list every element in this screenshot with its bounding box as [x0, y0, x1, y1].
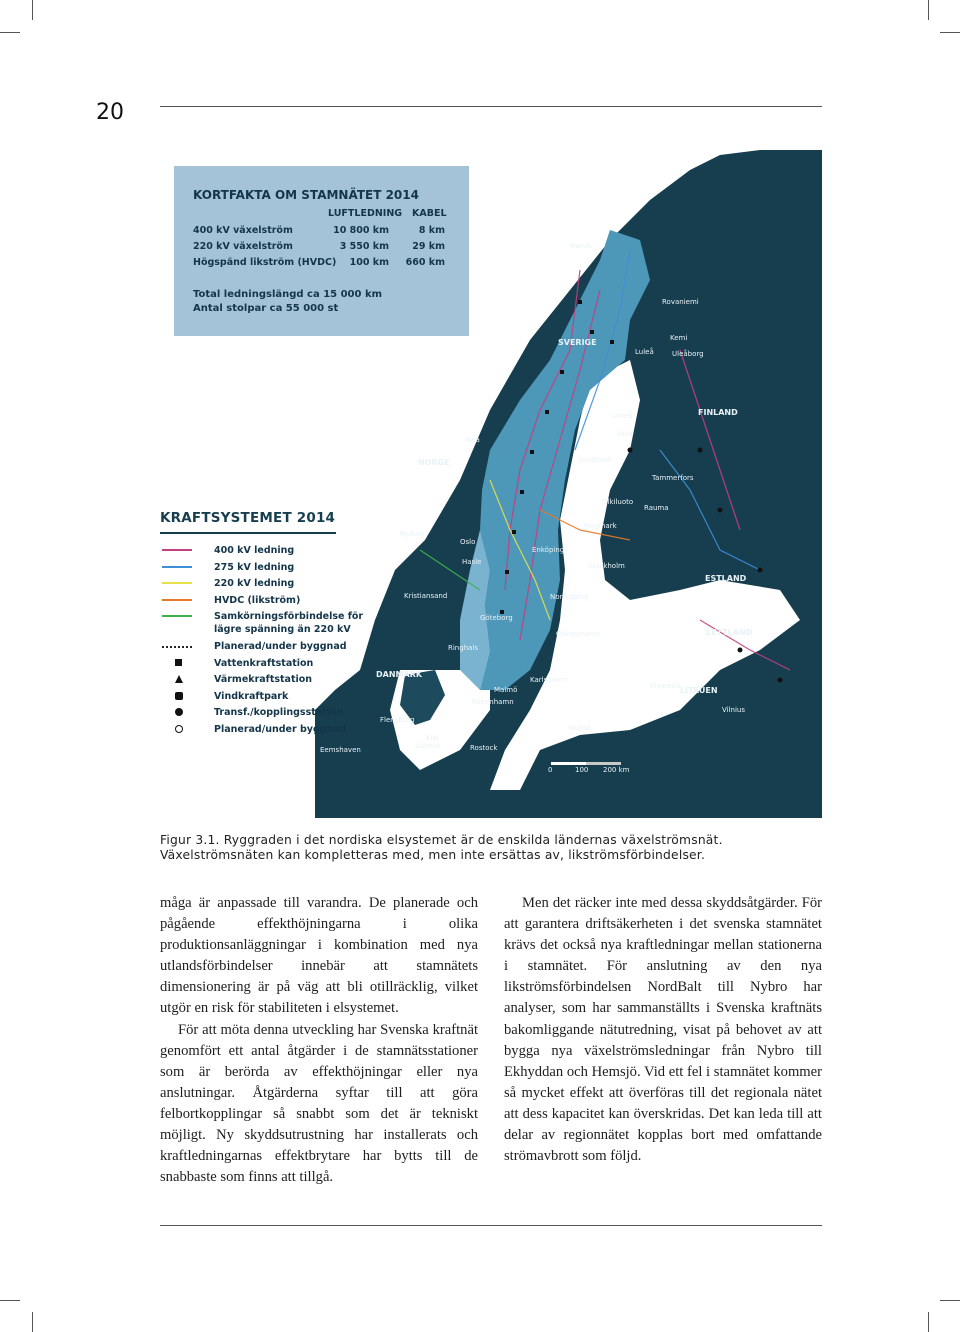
scale-label: 100: [575, 766, 589, 774]
legend-symbol-triangle-icon: [175, 675, 183, 683]
legend-label: Vattenkraftstation: [214, 657, 314, 669]
legend-item: [160, 594, 356, 611]
legend-item: [160, 673, 356, 690]
legend-line-swatch: [162, 599, 192, 601]
place-label: FINLAND: [698, 408, 738, 417]
scale-label: 200 km: [603, 766, 630, 774]
header-rule: [160, 106, 822, 107]
factbox-row-cable: 8 km: [418, 225, 445, 236]
left-column: [160, 893, 478, 1188]
paragraph: För att möta denna utveckling har Svenska kraftnät genomfört ett antal åtgärder i de stamnätsstationer som är berörda av effekthöjningar eller nya anslutningar. Åtgärderna syftar till att göra felbortkopplingar så snabbt som det är tekniskt möjligt. Ny skyddsutrustning har installerats och kraftledningarnas effektbrytare har bytts till de snabbaste som finns att tillgå.: [160, 1021, 478, 1186]
legend-label: Planerad/under byggnad: [214, 641, 347, 652]
map-legend: [160, 510, 364, 739]
figure-caption: Figur 3.1. Ryggraden i det nordiska elsystemet är de enskilda ländernas växelströmsnät. Växelströmsnäten kan kompletteras med, men inte ersättas av, likströmsförbindelser.: [160, 833, 723, 862]
place-label: Umeå: [612, 412, 633, 420]
place-label: LETTLAND: [706, 628, 753, 637]
place-label: Köpenhamn: [472, 698, 514, 706]
place-label: Rauma: [644, 504, 669, 512]
crop-mark: [940, 1300, 960, 1301]
place-label: ESTLAND: [705, 574, 747, 583]
place-label: Ringhals: [448, 644, 479, 652]
legend-label: Planerad/under byggnad: [214, 723, 347, 735]
place-label: DANMARK: [376, 670, 423, 679]
place-label: Karlshamn: [530, 676, 568, 684]
place-label: SVERIGE: [558, 338, 597, 347]
legend-item: [160, 706, 356, 723]
legend-line-swatch: [162, 582, 192, 584]
legend-item: [160, 610, 364, 640]
crop-mark: [32, 0, 33, 20]
legend-symbol-square-icon: [175, 659, 182, 666]
legend-line-swatch: [162, 615, 192, 617]
legend-title-rule: [160, 532, 336, 534]
factbox-row-label: 400 kV växelström: [193, 225, 293, 236]
footer-rule: [160, 1225, 822, 1226]
legend-line-swatch: [162, 549, 192, 551]
factbox-row-cable: 29 km: [412, 241, 445, 252]
factbox-row-label: Högspänd likström (HVDC): [193, 257, 337, 268]
legend-item: [160, 577, 356, 594]
place-label: Nea: [466, 436, 480, 444]
crop-mark: [32, 1312, 33, 1332]
place-label: Oslo: [460, 538, 476, 546]
factbox-pylons: Antal stolpar ca 55 000 st: [193, 303, 339, 314]
legend-symbol-circle-icon: [175, 725, 183, 733]
place-label: Kemi: [670, 334, 688, 342]
factbox-col-cable: KABEL: [412, 208, 447, 219]
place-label: Luleå: [635, 348, 654, 356]
legend-label: HVDC (likström): [214, 594, 301, 606]
place-label: Norrköping: [550, 593, 589, 601]
place-label: Lübeck: [416, 742, 441, 750]
right-column: [504, 893, 822, 1167]
place-label: Uleåborg: [672, 350, 704, 358]
place-label: Sundsvall: [578, 456, 612, 464]
legend-item: [160, 561, 356, 578]
legend-label: lägre spänning än 220 kV: [214, 624, 351, 635]
factbox: [174, 166, 469, 336]
factbox-row-label: 220 kV växelström: [193, 241, 293, 252]
scale-label: 0: [548, 766, 553, 774]
place-label: Klaipeda: [650, 682, 681, 690]
factbox-col-overhead: LUFTLEDNING: [328, 208, 403, 219]
legend-symbol-hexagon-icon: [175, 692, 183, 700]
legend-symbol-dot-icon: [175, 708, 183, 716]
nordic-grid-map-figure: [160, 150, 822, 818]
legend-item: [160, 544, 356, 561]
place-label: Tammerfors: [652, 474, 694, 482]
factbox-title: KORTFAKTA OM STAMNÄTET 2014: [193, 188, 419, 202]
place-label: Flensburg: [380, 716, 415, 724]
place-label: Enköping: [532, 546, 565, 554]
legend-item: [160, 657, 356, 674]
legend-title: KRAFTSYSTEMET 2014: [160, 510, 336, 526]
paragraph: måga är anpassade till varandra. De planerade och pågående effekthöjningarna i olika produktionsanläggningar i kombination med nya utlandsförbindelser innebär att stamnätets dimensionering är på väg att bli otillräcklig, vilket utgör en risk för stabiliteten i elsystemet.: [160, 895, 478, 1017]
place-label: Narvik: [570, 242, 593, 250]
legend-label: 220 kV ledning: [214, 578, 295, 589]
legend-label: 275 kV ledning: [214, 561, 295, 573]
legend-item: [160, 690, 356, 707]
crop-mark: [0, 32, 20, 33]
crop-mark: [0, 1300, 20, 1301]
paragraph: Men det räcker inte med dessa skyddsåtgärder. För att garantera driftsäkerheten i det svenska stamnätet krävs det också nya kraftledningar mellan stationerna i stamnätet. För anslutning av den nya likströmsförbindelsen NordBalt till Nybro har analyser, som har sammanställts i Svenska kraftnäts bakomliggande nätutredning, visat på behovet av att bygga nya växelströmsledningar från Nybro till Ekhyddan och Hemsjö. Vid ett fel i stamnätet kommer så mycket effekt att överföras till det regionala nätet att dess kapacitet kan överskridas. Det kan leda till att delar av regionnätet kopplas bort med omfattande strömavbrott som följd.: [504, 895, 822, 1165]
legend-label: Samkörningsförbindelse för: [214, 611, 364, 622]
crop-mark: [940, 32, 960, 33]
factbox-row-cable: 660 km: [405, 257, 445, 268]
legend-item: [160, 723, 356, 740]
place-label: Forsmark: [584, 522, 617, 530]
place-label: Vilnius: [722, 706, 745, 714]
place-label: Rjukan: [400, 530, 424, 538]
place-label: Malmö: [494, 686, 518, 694]
legend-label: 400 kV ledning: [214, 545, 295, 556]
legend-item: [160, 640, 356, 657]
place-label: LITAUEN: [680, 686, 718, 695]
crop-mark: [928, 0, 929, 20]
legend-line-swatch: [162, 566, 192, 568]
place-label: Slupsk: [568, 724, 591, 732]
legend-label: Värmekraftstation: [214, 674, 313, 685]
place-label: Vasa: [616, 430, 633, 438]
factbox-row-overhead: 3 550 km: [339, 241, 389, 252]
place-label: Göteborg: [480, 614, 513, 622]
place-label: Hasle: [462, 558, 482, 566]
legend-label: Vindkraftpark: [214, 690, 289, 702]
place-label: Kiel: [426, 734, 439, 742]
factbox-total: Total ledningslängd ca 15 000 km: [193, 289, 383, 300]
place-label: Rovaniemi: [662, 298, 699, 306]
page-number: 20: [96, 100, 124, 125]
factbox-row-overhead: 10 800 km: [333, 225, 389, 236]
factbox-row-overhead: 100 km: [349, 257, 389, 268]
place-label: Oskarshamn: [556, 630, 600, 638]
crop-mark: [928, 1312, 929, 1332]
place-label: Stockholm: [588, 562, 625, 570]
place-label: Kristiansand: [404, 592, 448, 600]
place-label: Rostock: [470, 744, 498, 752]
place-label: NORGE: [418, 458, 450, 467]
place-label: Olkiluoto: [602, 498, 634, 506]
place-label: Eemshaven: [320, 746, 361, 754]
legend-line-swatch: [162, 646, 192, 648]
legend-label: Transf./kopplingsstation: [214, 707, 344, 718]
